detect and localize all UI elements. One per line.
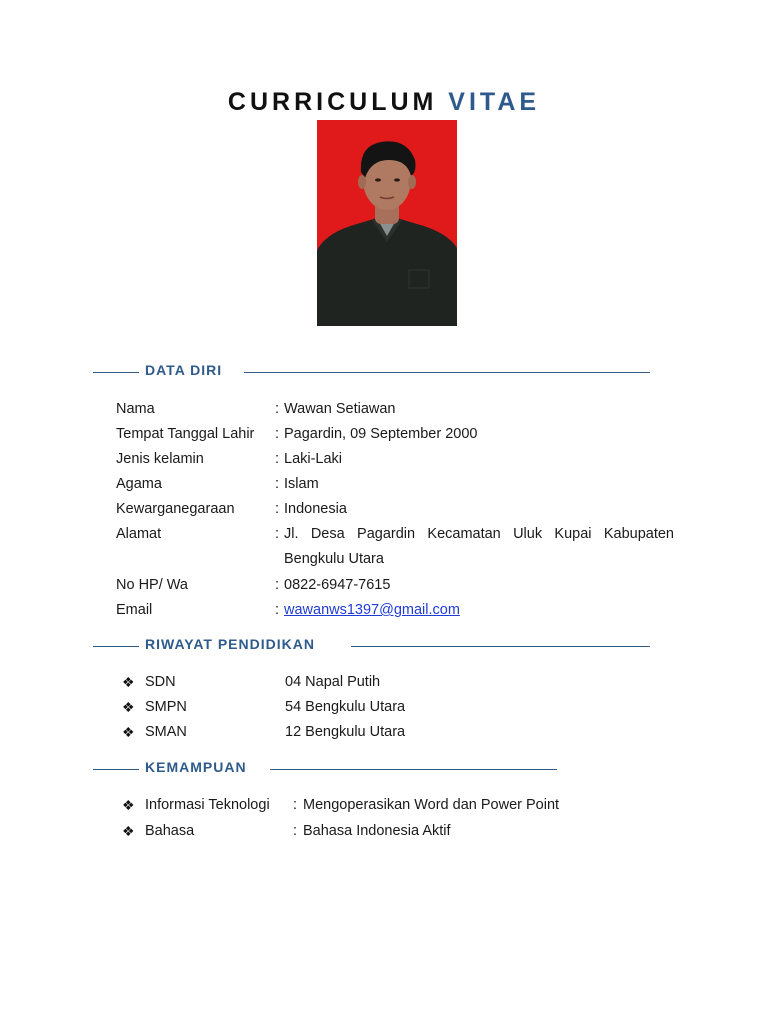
field-colon: :	[293, 823, 298, 839]
bullet-icon: ❖	[122, 699, 135, 715]
page-title	[0, 88, 768, 117]
field-value-no-hp: 0822-6947-7615	[284, 577, 391, 593]
field-colon: :	[275, 426, 280, 442]
field-label-email: Email	[116, 602, 153, 618]
field-colon: :	[275, 476, 280, 492]
edu-school-sman: 12 Bengkulu Utara	[285, 724, 406, 740]
section-title-kemampuan: KEMAMPUAN	[145, 759, 247, 775]
email-link[interactable]: wawanws1397@gmail.com	[284, 602, 460, 618]
field-label-jenis-kelamin: Jenis kelamin	[116, 451, 204, 467]
field-colon: :	[275, 401, 280, 417]
section-header-pendidikan	[93, 636, 653, 656]
field-label-ttl: Tempat Tanggal Lahir	[116, 426, 255, 442]
edu-level-sman: SMAN	[145, 724, 187, 740]
section-rule-right	[351, 646, 650, 647]
section-header-kemampuan	[93, 759, 563, 779]
field-colon: :	[275, 577, 280, 593]
section-title-data-diri: DATA DIRI	[145, 362, 223, 378]
section-rule-left	[93, 769, 139, 770]
section-rule-left	[93, 372, 139, 373]
skill-value-bahasa: Bahasa Indonesia Aktif	[303, 823, 451, 839]
profile-photo	[317, 120, 457, 326]
field-colon: :	[275, 451, 280, 467]
section-header-data-diri	[93, 362, 653, 382]
section-title-pendidikan: RIWAYAT PENDIDIKAN	[145, 636, 315, 652]
profile-photo-illustration	[317, 120, 457, 326]
field-label-alamat: Alamat	[116, 526, 162, 542]
bullet-icon: ❖	[122, 674, 135, 690]
section-rule-right	[244, 372, 650, 373]
field-value-jenis-kelamin: Laki-Laki	[284, 451, 343, 467]
field-label-kewarganegaraan: Kewarganegaraan	[116, 501, 235, 517]
field-colon: :	[275, 602, 280, 618]
field-value-nama: Wawan Setiawan	[284, 401, 396, 417]
field-colon: :	[275, 526, 280, 542]
skill-name-bahasa: Bahasa	[145, 823, 195, 839]
title-word-curriculum: CURRICULUM	[227, 88, 438, 116]
field-label-nama: Nama	[116, 401, 155, 417]
skill-name-it: Informasi Teknologi	[145, 797, 270, 813]
edu-school-smpn: 54 Bengkulu Utara	[285, 699, 406, 715]
field-colon: :	[293, 797, 298, 813]
section-rule-right	[270, 769, 557, 770]
field-value-ttl: Pagardin, 09 September 2000	[284, 426, 478, 442]
edu-school-sdn: 04 Napal Putih	[285, 674, 381, 690]
field-label-no-hp: No HP/ Wa	[116, 577, 188, 593]
field-colon: :	[275, 501, 280, 517]
skill-value-it: Mengoperasikan Word dan Power Point	[303, 797, 560, 813]
bullet-icon: ❖	[122, 724, 135, 740]
bullet-icon: ❖	[122, 823, 135, 839]
section-rule-left	[93, 646, 139, 647]
field-label-agama: Agama	[116, 476, 162, 492]
bullet-icon: ❖	[122, 797, 135, 813]
edu-level-sdn: SDN	[145, 674, 176, 690]
field-value-kewarganegaraan: Indonesia	[284, 501, 347, 517]
title-word-vitae: VITAE	[448, 88, 541, 116]
field-value-agama: Islam	[284, 476, 319, 492]
field-value-alamat-line2: Bengkulu Utara	[284, 551, 384, 567]
field-value-alamat-line1: Jl. Desa Pagardin Kecamatan Uluk Kupai Kabupaten	[284, 526, 674, 542]
edu-level-smpn: SMPN	[145, 699, 187, 715]
